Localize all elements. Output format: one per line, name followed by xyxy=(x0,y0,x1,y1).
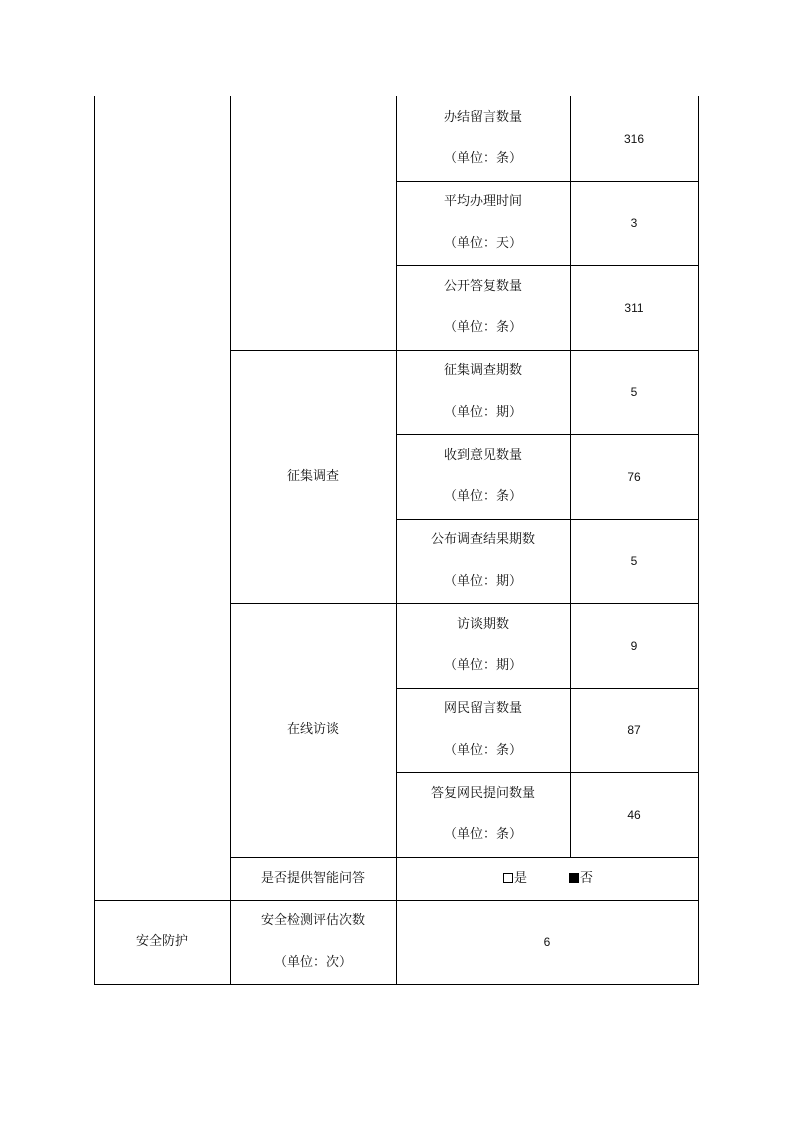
smart-qa-label: 是否提供智能问答 xyxy=(260,871,365,886)
metric-unit: （单位：期） xyxy=(443,658,522,673)
metric-value: 76 xyxy=(627,470,641,484)
metric-label: 办结留言数量 xyxy=(443,110,522,125)
metric-value: 311 xyxy=(624,301,644,315)
smart-qa-option-yes xyxy=(503,871,527,887)
table-border-right xyxy=(698,96,699,985)
row-divider xyxy=(396,688,699,689)
row-divider xyxy=(230,603,699,604)
metric-unit: （单位：条） xyxy=(443,320,522,335)
metric-value: 316 xyxy=(623,132,645,146)
metric-label: 网民留言数量 xyxy=(443,701,522,716)
metric-label: 平均办理时间 xyxy=(443,194,522,209)
checkbox-checked-icon xyxy=(569,873,579,883)
metric-unit: （单位：期） xyxy=(443,574,522,589)
interview-group-label: 在线访谈 xyxy=(286,722,339,737)
row-divider xyxy=(396,519,699,520)
metric-label: 答复网民提问数量 xyxy=(430,786,535,801)
row-divider xyxy=(396,265,699,266)
metric-label: 访谈期数 xyxy=(456,617,509,632)
metric-unit: （单位：条） xyxy=(443,743,522,758)
metric-unit: （单位：天） xyxy=(443,236,522,251)
row-divider xyxy=(396,181,699,182)
row-divider xyxy=(396,434,699,435)
metric-unit: （单位：期） xyxy=(443,405,522,420)
metric-value: 6 xyxy=(543,935,551,949)
metric-label: 公布调查结果期数 xyxy=(430,532,535,547)
metric-unit: （单位：条） xyxy=(443,151,522,166)
metric-label: 安全检测评估次数 xyxy=(260,913,365,928)
row-divider xyxy=(396,772,699,773)
metric-label: 收到意见数量 xyxy=(443,448,522,463)
metric-value: 5 xyxy=(630,385,638,399)
metric-value: 9 xyxy=(630,639,638,653)
option-no-label: 否 xyxy=(580,871,594,886)
metric-unit: （单位：条） xyxy=(443,827,522,842)
option-yes-label: 是 xyxy=(514,871,528,886)
metric-value: 87 xyxy=(627,723,641,737)
metric-unit: （单位：条） xyxy=(443,489,522,504)
survey-group-label: 征集调查 xyxy=(286,469,339,484)
table-border-left xyxy=(94,96,95,985)
metric-value: 3 xyxy=(630,216,638,230)
row-divider xyxy=(94,900,699,901)
checkbox-unchecked-icon xyxy=(503,873,513,883)
table-divider-col1 xyxy=(230,96,231,985)
metric-value: 5 xyxy=(630,554,638,568)
row-divider xyxy=(230,350,699,351)
security-category-label: 安全防护 xyxy=(135,934,188,949)
row-divider xyxy=(230,857,699,858)
smart-qa-option-no xyxy=(569,871,593,887)
metric-label: 公开答复数量 xyxy=(443,279,522,294)
table-border-bottom xyxy=(94,984,699,985)
metric-unit: （单位：次） xyxy=(273,955,352,970)
metric-label: 征集调查期数 xyxy=(443,363,522,378)
metric-value: 46 xyxy=(627,808,641,822)
